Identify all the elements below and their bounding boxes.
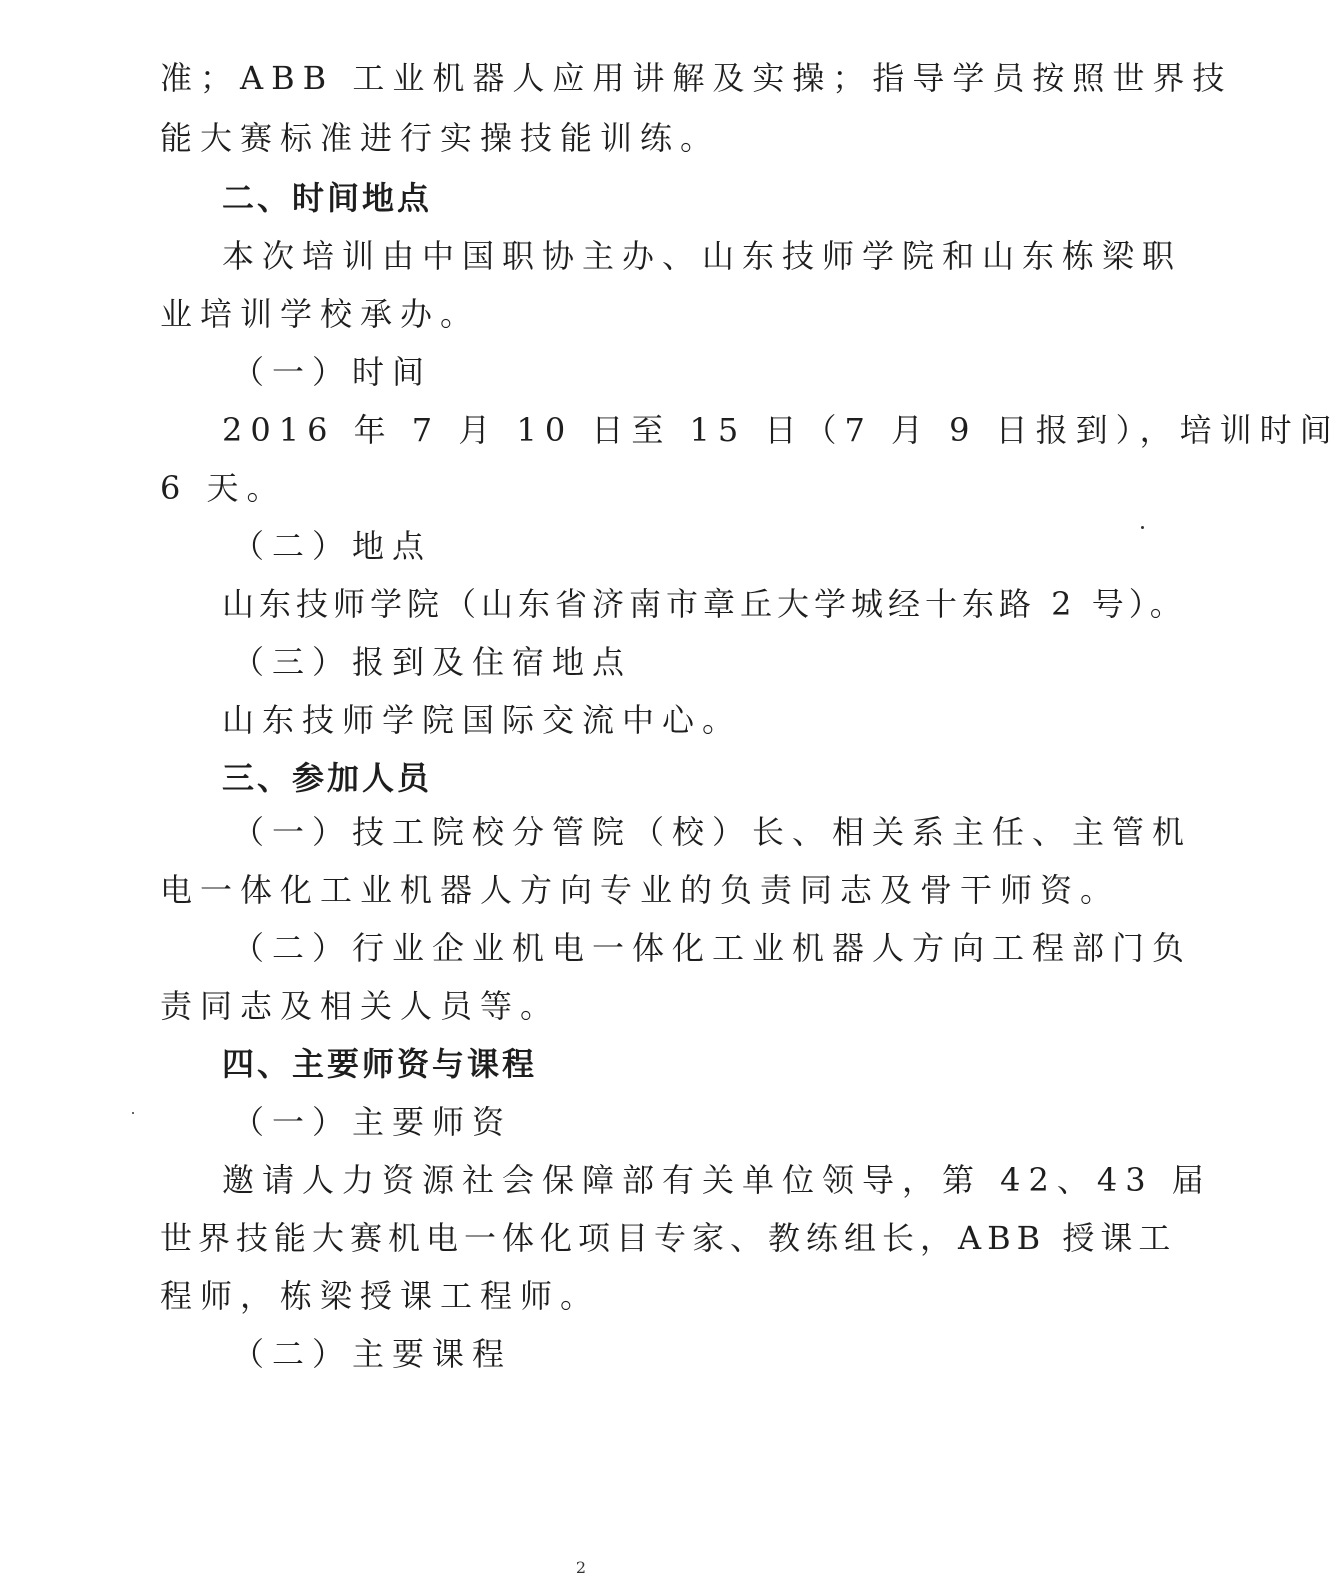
body-text-line: 电一体化工业机器人方向专业的负责同志及骨干师资。: [160, 871, 1121, 909]
body-text-line: 山东技师学院国际交流中心。: [222, 701, 743, 739]
subheading-location: （二）地点: [232, 527, 433, 565]
subheading-main-teachers: （一）主要师资: [232, 1103, 513, 1141]
body-text-line: 世界技能大赛机电一体化项目专家、教练组长，ABB 授课工: [160, 1219, 1177, 1257]
body-text-line: 本次培训由中国职协主办、山东技师学院和山东栋梁职: [222, 237, 1183, 275]
section-heading-time-location: 二、时间地点: [222, 179, 433, 217]
page-number: 2: [575, 1558, 587, 1577]
section-heading-participants: 三、参加人员: [222, 759, 433, 797]
body-text-line: 能大赛标准进行实操技能训练。: [160, 119, 721, 157]
subheading-main-courses: （二）主要课程: [232, 1335, 513, 1373]
body-text-line: 程师，栋梁授课工程师。: [160, 1277, 601, 1315]
body-text-line: 邀请人力资源社会保障部有关单位领导，第 42、43 届: [222, 1161, 1212, 1199]
body-text-line: 山东技师学院（山东省济南市章丘大学城经十东路 2 号）。: [222, 585, 1187, 623]
section-heading-teachers-courses: 四、主要师资与课程: [222, 1045, 538, 1083]
body-text-line: 2016 年 7 月 10 日至 15 日（7 月 9 日报到），培训时间: [222, 411, 1340, 449]
body-text-line: 6 天。: [160, 469, 287, 507]
body-text-line: （一）技工院校分管院（校）长、相关系主任、主管机: [232, 813, 1193, 851]
body-text-line: 责同志及相关人员等。: [160, 987, 561, 1025]
body-text-line: （二）行业企业机电一体化工业机器人方向工程部门负: [232, 929, 1193, 967]
body-text-line: 业培训学校承办。: [160, 295, 481, 333]
scan-speck: [1141, 526, 1144, 529]
subheading-time: （一）时间: [232, 353, 433, 391]
subheading-registration: （三）报到及住宿地点: [232, 643, 633, 681]
body-text-line: 准；ABB 工业机器人应用讲解及实操；指导学员按照世界技: [160, 59, 1233, 97]
scan-speck: [132, 1112, 134, 1114]
